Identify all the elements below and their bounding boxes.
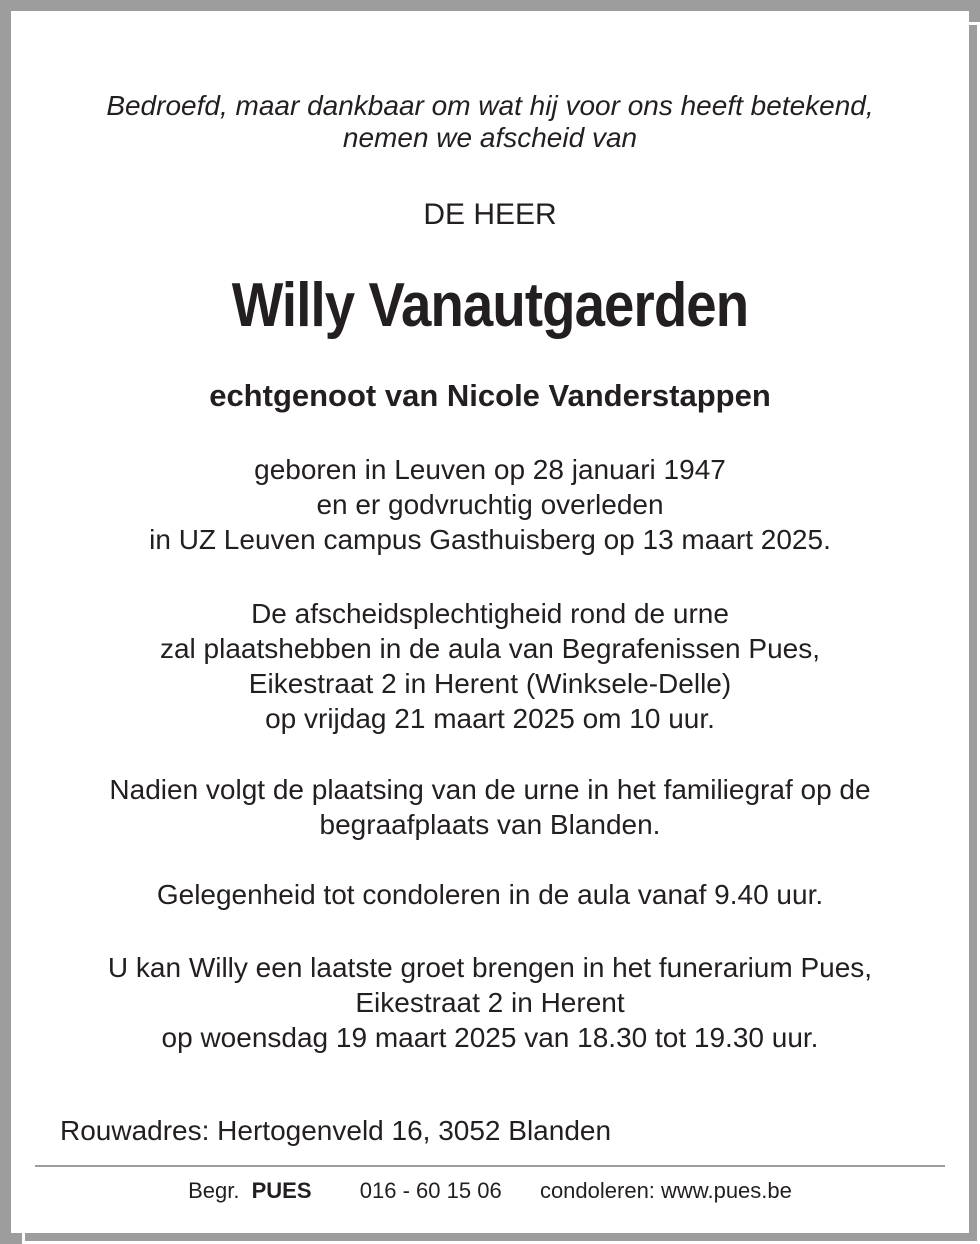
birth-death-paragraph xyxy=(0,452,980,557)
footer-company: PUES xyxy=(251,1178,312,1203)
intro-line: nemen we afscheid van xyxy=(342,122,638,154)
footer-prefix: Begr. xyxy=(188,1178,240,1203)
paragraph-line: geboren in Leuven op 28 januari 1947 xyxy=(254,454,726,485)
footer-divider xyxy=(35,1165,945,1167)
paragraph-line: Gelegenheid tot condoleren in de aula vanaf 9.40 uur. xyxy=(156,879,824,910)
deceased-name: Willy Vanautgaerden xyxy=(231,271,749,340)
urn-paragraph xyxy=(0,772,980,842)
mourning-address: Rouwadres: Hertogenveld 16, 3052 Blanden xyxy=(60,1115,612,1146)
paragraph-line: en er godvruchtig overleden xyxy=(316,489,664,520)
paragraph-line: zal plaatshebben in de aula van Begrafenissen Pues, xyxy=(159,633,821,664)
paragraph-line: op vrijdag 21 maart 2025 om 10 uur. xyxy=(265,703,715,734)
footer-website[interactable]: condoleren: www.pues.be xyxy=(539,1178,792,1203)
paragraph-line: Eikestraat 2 in Herent (Winksele-Delle) xyxy=(248,668,732,699)
paragraph-line: U kan Willy een laatste groet brengen in het funerarium Pues, xyxy=(107,952,873,983)
paragraph-line: in UZ Leuven campus Gasthuisberg op 13 maart 2025. xyxy=(149,524,831,555)
paragraph-line: Nadien volgt de plaatsing van de urne in het familiegraf op de xyxy=(109,774,871,805)
intro-text xyxy=(0,90,980,154)
footer-phone: 016 - 60 15 06 xyxy=(359,1178,502,1203)
honorific-title: DE HEER xyxy=(423,198,557,231)
paragraph-line: begraafplaats van Blanden. xyxy=(319,809,661,840)
ceremony-paragraph xyxy=(0,596,980,736)
funeral-home-footer xyxy=(0,1178,980,1204)
farewell-paragraph xyxy=(0,950,980,1055)
paragraph-line: De afscheidsplechtigheid rond de urne xyxy=(251,598,729,629)
paragraph-line: op woensdag 19 maart 2025 van 18.30 tot 19.30 uur. xyxy=(161,1022,819,1053)
spouse-line: echtgenoot van Nicole Vanderstappen xyxy=(209,378,771,413)
intro-line: Bedroefd, maar dankbaar om wat hij voor ons heeft betekend, xyxy=(106,90,874,121)
paragraph-line: Eikestraat 2 in Herent xyxy=(355,987,625,1018)
condolence-paragraph xyxy=(0,877,980,912)
